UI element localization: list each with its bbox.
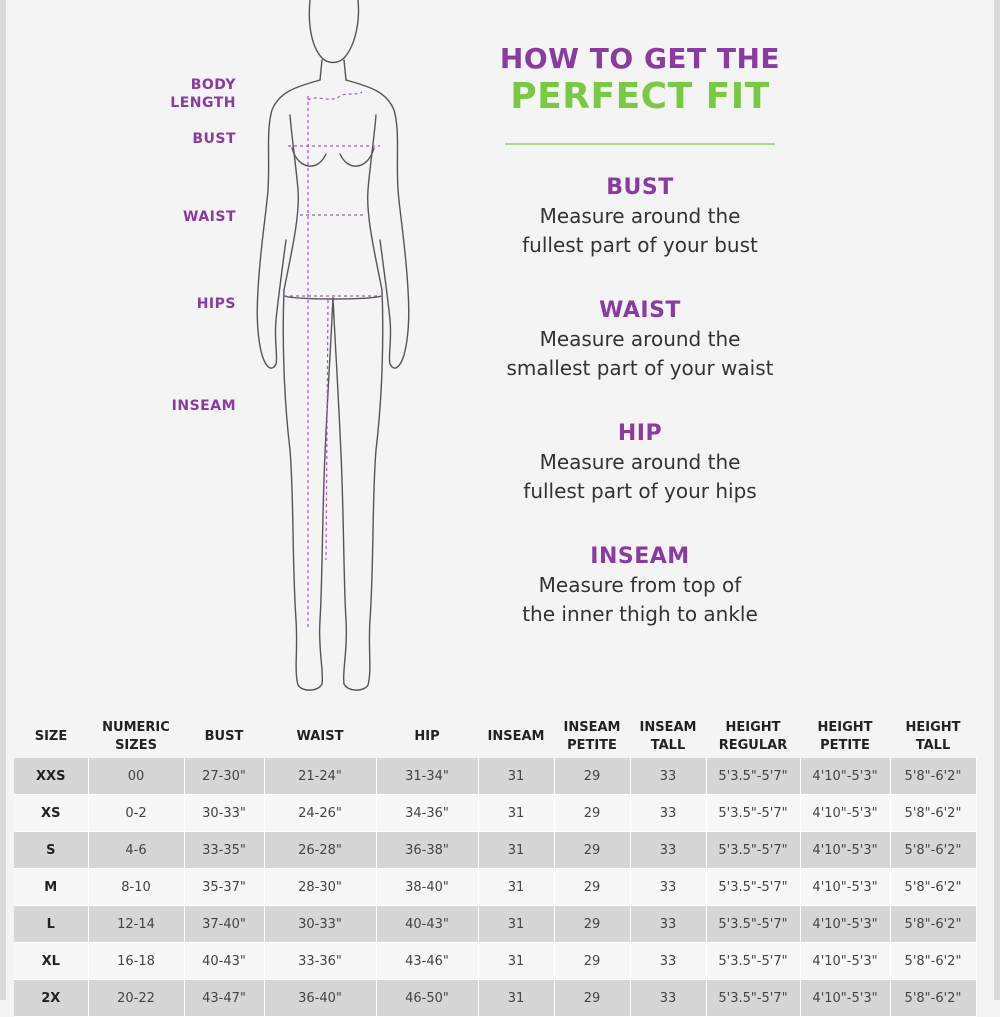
label-body-length-line-1: BODY <box>190 77 236 93</box>
table-cell: 5'3.5"-5'7" <box>706 980 800 1017</box>
instruction-bust <box>480 174 800 260</box>
table-cell: 31 <box>478 758 554 795</box>
table-row <box>14 906 976 943</box>
column-header-line: HEIGHT <box>817 720 873 735</box>
table-cell: 5'8"-6'2" <box>890 795 976 832</box>
size-cell: XXS <box>14 758 88 795</box>
label-body-length-line-2: LENGTH <box>170 95 236 111</box>
column-header-line: PETITE <box>820 738 870 753</box>
column-header-line: TALL <box>915 738 951 753</box>
title-line-1: HOW TO GET THE <box>499 42 781 75</box>
table-cell: 31 <box>478 980 554 1017</box>
instruction-waist-line-2: smallest part of your waist <box>506 356 774 380</box>
table-cell: 5'8"-6'2" <box>890 943 976 980</box>
column-header <box>554 716 630 758</box>
table-cell: 20-22 <box>88 980 184 1017</box>
table-cell: 21-24" <box>264 758 376 795</box>
table-cell: 31 <box>478 795 554 832</box>
column-header-line: HEIGHT <box>725 720 781 735</box>
table-cell: 5'8"-6'2" <box>890 758 976 795</box>
instruction-bust-line-1: Measure around the <box>539 204 741 228</box>
table-cell: 30-33" <box>184 795 264 832</box>
instruction-waist-line-1: Measure around the <box>539 327 741 351</box>
instruction-hip-title: HIP <box>617 421 663 446</box>
table-cell: 5'3.5"-5'7" <box>706 943 800 980</box>
table-cell: 4'10"-5'3" <box>800 906 890 943</box>
table-cell: 4'10"-5'3" <box>800 795 890 832</box>
table-cell: 27-30" <box>184 758 264 795</box>
label-inseam-text: INSEAM <box>171 398 236 414</box>
title-divider <box>505 143 775 145</box>
table-cell: 8-10 <box>88 869 184 906</box>
table-cell: 5'8"-6'2" <box>890 980 976 1017</box>
column-header-line: SIZES <box>115 738 157 753</box>
table-cell: 29 <box>554 869 630 906</box>
table-cell: 33 <box>630 906 706 943</box>
column-header <box>706 716 800 758</box>
column-header <box>14 716 88 758</box>
column-header-line: NUMERIC <box>102 720 170 735</box>
table-cell: 30-33" <box>264 906 376 943</box>
table-cell: 4'10"-5'3" <box>800 943 890 980</box>
instruction-inseam-title: INSEAM <box>590 544 690 569</box>
table-cell: 29 <box>554 906 630 943</box>
table-cell: 5'3.5"-5'7" <box>706 832 800 869</box>
label-bust <box>192 130 236 148</box>
table-cell: 31 <box>478 832 554 869</box>
table-cell: 31 <box>478 943 554 980</box>
table-cell: 31 <box>478 869 554 906</box>
table-cell: 33 <box>630 758 706 795</box>
instruction-bust-title: BUST <box>606 175 674 200</box>
table-cell: 5'3.5"-5'7" <box>706 795 800 832</box>
table-cell: 24-26" <box>264 795 376 832</box>
size-cell: L <box>14 906 88 943</box>
table-cell: 12-14 <box>88 906 184 943</box>
table-header-row <box>14 716 976 758</box>
table-cell: 5'3.5"-5'7" <box>706 758 800 795</box>
instruction-bust-line-2: fullest part of your bust <box>522 233 758 257</box>
table-row <box>14 980 976 1017</box>
table-row <box>14 795 976 832</box>
table-cell: 16-18 <box>88 943 184 980</box>
instruction-hip-line-1: Measure around the <box>539 450 741 474</box>
table-cell: 5'3.5"-5'7" <box>706 906 800 943</box>
instruction-hip <box>480 420 800 506</box>
table-cell: 33 <box>630 980 706 1017</box>
instruction-waist-title: WAIST <box>599 298 681 323</box>
size-chart-table <box>14 716 977 1017</box>
table-cell: 37-40" <box>184 906 264 943</box>
table-cell: 0-2 <box>88 795 184 832</box>
column-header <box>376 716 478 758</box>
table-cell: 26-28" <box>264 832 376 869</box>
table-cell: 29 <box>554 980 630 1017</box>
column-header <box>478 716 554 758</box>
size-cell: XL <box>14 943 88 980</box>
size-cell: XS <box>14 795 88 832</box>
column-header-line: REGULAR <box>718 738 788 753</box>
table-cell: 00 <box>88 758 184 795</box>
table-row <box>14 758 976 795</box>
body-figure-illustration <box>240 0 440 700</box>
table-cell: 43-47" <box>184 980 264 1017</box>
label-hips <box>197 295 236 313</box>
table-cell: 5'8"-6'2" <box>890 869 976 906</box>
table-cell: 40-43" <box>184 943 264 980</box>
table-cell: 29 <box>554 832 630 869</box>
title-line-2: PERFECT FIT <box>510 76 770 117</box>
column-header-line: HEIGHT <box>905 720 961 735</box>
table-cell: 29 <box>554 795 630 832</box>
table-cell: 5'8"-6'2" <box>890 906 976 943</box>
column-header <box>890 716 976 758</box>
label-bust-text: BUST <box>192 131 236 147</box>
instruction-inseam <box>480 543 800 629</box>
column-header <box>800 716 890 758</box>
table-cell: 4'10"-5'3" <box>800 980 890 1017</box>
table-cell: 33 <box>630 795 706 832</box>
column-header <box>88 716 184 758</box>
table-cell: 4'10"-5'3" <box>800 832 890 869</box>
size-cell: S <box>14 832 88 869</box>
label-body-length <box>170 76 236 112</box>
column-header-line: WAIST <box>296 729 344 744</box>
table-cell: 31 <box>478 906 554 943</box>
table-row <box>14 832 976 869</box>
table-cell: 33-36" <box>264 943 376 980</box>
label-waist-text: WAIST <box>183 209 236 225</box>
table-cell: 36-40" <box>264 980 376 1017</box>
column-header <box>630 716 706 758</box>
table-cell: 5'3.5"-5'7" <box>706 869 800 906</box>
label-hips-text: HIPS <box>196 296 236 312</box>
column-header-line: INSEAM <box>487 729 545 744</box>
table-cell: 43-46" <box>376 943 478 980</box>
table-cell: 33 <box>630 832 706 869</box>
table-cell: 33-35" <box>184 832 264 869</box>
label-waist <box>183 208 236 226</box>
table-cell: 29 <box>554 943 630 980</box>
table-cell: 40-43" <box>376 906 478 943</box>
table-cell: 46-50" <box>376 980 478 1017</box>
size-cell: M <box>14 869 88 906</box>
column-header <box>264 716 376 758</box>
table-row <box>14 869 976 906</box>
column-header-line: INSEAM <box>639 720 697 735</box>
table-cell: 31-34" <box>376 758 478 795</box>
right-edge <box>994 0 1000 1000</box>
table-cell: 28-30" <box>264 869 376 906</box>
table-cell: 4'10"-5'3" <box>800 869 890 906</box>
column-header-line: TALL <box>650 738 686 753</box>
table-cell: 33 <box>630 869 706 906</box>
instruction-inseam-line-1: Measure from top of <box>538 573 742 597</box>
size-cell: 2X <box>14 980 88 1017</box>
table-body <box>14 758 976 1017</box>
table-cell: 4'10"-5'3" <box>800 758 890 795</box>
table-cell: 4-6 <box>88 832 184 869</box>
instruction-inseam-line-2: the inner thigh to ankle <box>522 602 758 626</box>
column-header-line: PETITE <box>567 738 617 753</box>
column-header-line: BUST <box>204 729 244 744</box>
column-header-line: SIZE <box>34 729 68 744</box>
instruction-waist <box>480 297 800 383</box>
table-cell: 34-36" <box>376 795 478 832</box>
table-cell: 5'8"-6'2" <box>890 832 976 869</box>
table-cell: 36-38" <box>376 832 478 869</box>
label-inseam <box>172 397 236 415</box>
column-header-line: HIP <box>414 729 440 744</box>
table-cell: 29 <box>554 758 630 795</box>
column-header <box>184 716 264 758</box>
table-row <box>14 943 976 980</box>
table-cell: 35-37" <box>184 869 264 906</box>
table-cell: 33 <box>630 943 706 980</box>
left-edge <box>0 0 6 1000</box>
column-header-line: INSEAM <box>563 720 621 735</box>
instruction-hip-line-2: fullest part of your hips <box>523 479 757 503</box>
table-cell: 38-40" <box>376 869 478 906</box>
